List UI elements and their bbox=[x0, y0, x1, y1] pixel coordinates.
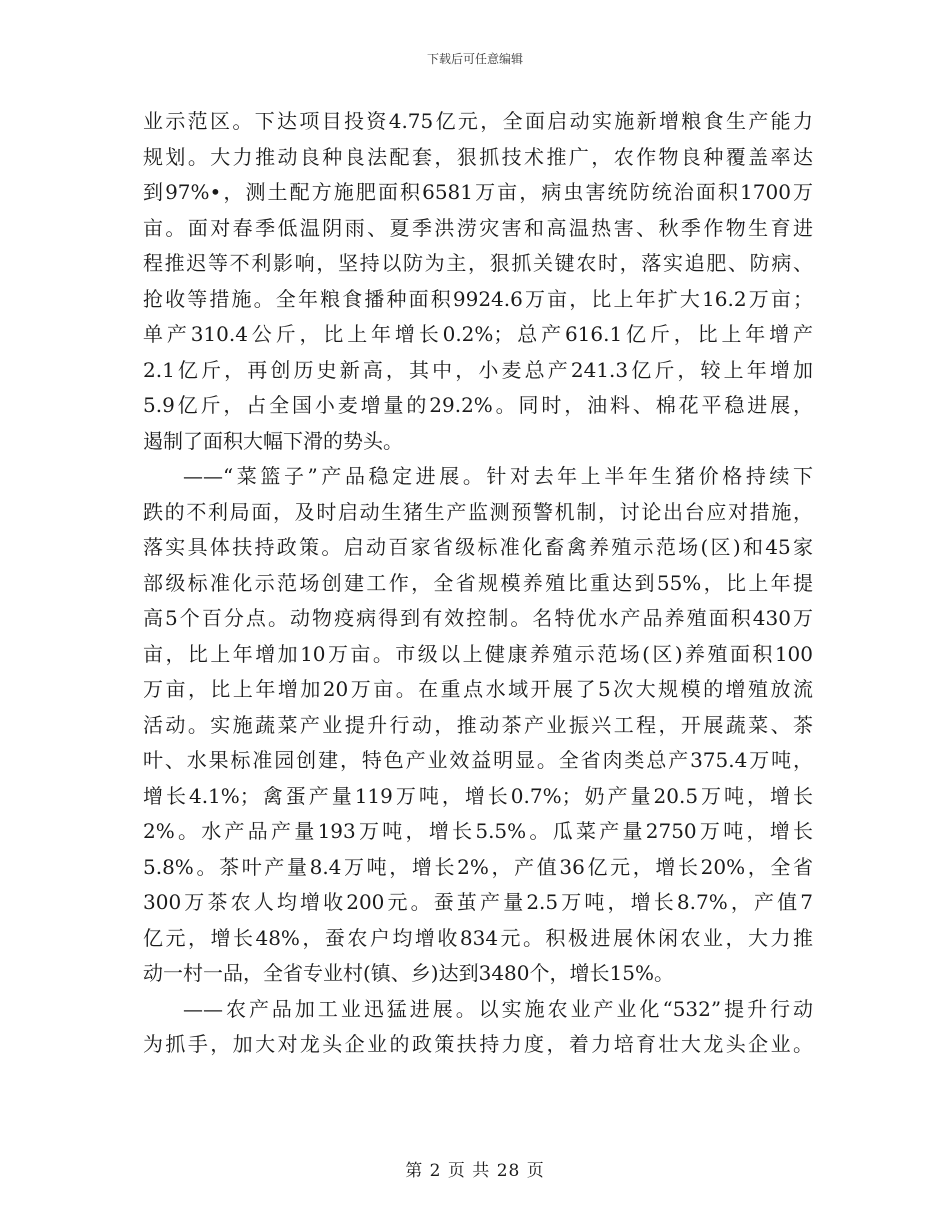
text-line: 2.1亿斤，再创历史新高，其中，小麦总产241.3亿斤，较上年增加 bbox=[143, 357, 813, 382]
document-body bbox=[143, 104, 813, 1063]
text-line: 为抓手，加大对龙头企业的政策扶持力度，着力培育壮大龙头企业。 bbox=[143, 1032, 813, 1056]
text-line: 业示范区。下达项目投资4.75亿元，全面启动实施新增粮食生产能力 bbox=[143, 109, 813, 133]
text-line: 叶、水果标准园创建，特色产业效益明显。全省肉类总产375.4万吨， bbox=[143, 748, 813, 772]
text-line: 亿元，增长48%，蚕农户均增收834元。积极进展休闲农业，大力推 bbox=[143, 925, 813, 950]
text-line: 部级标准化示范场创建工作，全省规模养殖比重达到55%，比上年提 bbox=[143, 570, 813, 595]
text-line: 动一村一品，全省专业村(镇、乡)达到3480个，增长15%。 bbox=[143, 961, 674, 985]
text-line: 规划。大力推动良种良法配套，狠抓技术推广，农作物良种覆盖率达 bbox=[143, 144, 813, 169]
text-line: 300万茶农人均增收200元。蚕茧产量2.5万吨，增长8.7%，产值7 bbox=[143, 890, 813, 914]
text-line: 落实具体扶持政策。启动百家省级标准化畜禽养殖示范场(区)和45家 bbox=[143, 535, 813, 559]
text-line: 5.8%。茶叶产量8.4万吨，增长2%，产值36亿元，增长20%，全省 bbox=[143, 854, 813, 879]
text-line: 活动。实施蔬菜产业提升行动，推动茶产业振兴工程，开展蔬菜、茶 bbox=[143, 712, 813, 737]
text-line: 抢收等措施。全年粮食播种面积9924.6万亩，比上年扩大16.2万亩； bbox=[143, 286, 813, 311]
text-line: 亩，比上年增加10万亩。市级以上健康养殖示范场(区)养殖面积100 bbox=[143, 641, 813, 666]
text-line: ——“菜篮子”产品稳定进展。针对去年上半年生猪价格持续下 bbox=[183, 464, 813, 488]
page-footer: 第 2 页 共 28 页 bbox=[405, 1161, 545, 1181]
paragraph-agro-processing bbox=[143, 992, 813, 1063]
text-line: 到97%•，测土配方施肥面积6581万亩，病虫害统防统治面积1700万 bbox=[143, 180, 813, 204]
text-line: 亩。面对春季低温阴雨、夏季洪涝灾害和高温热害、秋季作物生育进 bbox=[143, 215, 813, 240]
text-line: 2%。水产品产量193万吨，增长5.5%。瓜菜产量2750万吨，增长 bbox=[143, 819, 813, 843]
text-line: 程推迟等不利影响，坚持以防为主，狠抓关键农时，落实追肥、防病、 bbox=[143, 251, 813, 275]
page-header: 下载后可任意编辑 bbox=[426, 52, 523, 66]
text-line: 遏制了面积大幅下滑的势头。 bbox=[143, 428, 403, 453]
text-line: 高5个百分点。动物疫病得到有效控制。名特优水产品养殖面积430万 bbox=[143, 606, 813, 630]
paragraph-grain-production bbox=[143, 104, 813, 459]
text-line: 增长4.1%；禽蛋产量119万吨，增长0.7%；奶产量20.5万吨，增长 bbox=[143, 783, 813, 808]
text-line: ——农产品加工业迅猛进展。以实施农业产业化“532”提升行动 bbox=[183, 996, 813, 1021]
text-line: 跌的不利局面，及时启动生猪生产监测预警机制，讨论出台应对措施， bbox=[143, 499, 813, 524]
text-line: 5.9亿斤，占全国小麦增量的29.2%。同时，油料、棉花平稳进展， bbox=[143, 393, 813, 417]
paragraph-vegetable-basket bbox=[143, 459, 813, 992]
text-line: 单产310.4公斤，比上年增长0.2%；总产616.1亿斤，比上年增产 bbox=[143, 322, 813, 346]
text-line: 万亩，比上年增加20万亩。在重点水域开展了5次大规模的增殖放流 bbox=[143, 677, 813, 701]
